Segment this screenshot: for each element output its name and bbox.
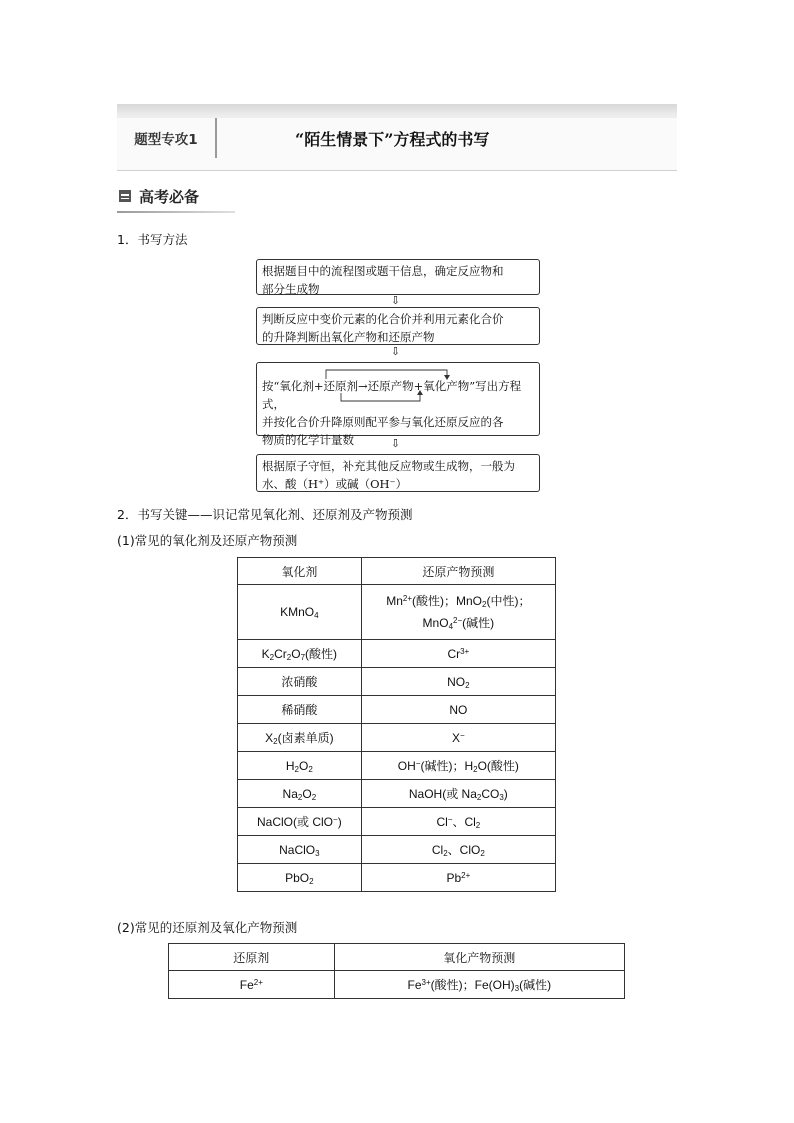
- table-row: [238, 808, 556, 836]
- table-cell: NaOH(或 $Na_2CO_3$): [361, 780, 555, 808]
- table-row: [238, 864, 556, 892]
- item1-heading: 1．书写方法: [117, 232, 188, 247]
- table-cell: OH−(碱性)；$H_2O$(酸性): [361, 752, 555, 780]
- item2-heading: 2．书写关键——识记常见氧化剂、还原剂及产物预测: [117, 507, 413, 522]
- table-cell: $Fe^{3+}$(酸性)；$Fe(OH)_3$(碱性): [334, 971, 624, 999]
- flow-arrow-2: ⇩: [391, 345, 401, 358]
- table-cell: $NO_2$: [361, 668, 555, 696]
- flow-box-3-line-1: 按“氧化剂+还原剂→还原产物+氧化产物”写出方程式，: [262, 379, 522, 411]
- flow-box-1-line-2: 部分生成物: [262, 282, 320, 296]
- sub1-heading: (1)常见的氧化剂及还原产物预测: [117, 533, 298, 548]
- table-cell: PbO$_2$: [238, 864, 362, 892]
- table-cell: $H_2O_2$: [238, 752, 362, 780]
- topic-tag: 题型专攻1: [117, 118, 217, 158]
- table-cell: $Cr^{3+}$: [361, 640, 555, 668]
- section-underline: [117, 211, 235, 213]
- table-cell: NaClO(或 ClO−): [238, 808, 362, 836]
- table-cell: $Cl_2$、ClO$_2$: [361, 836, 555, 864]
- table-cell: $K_2Cr_2O_7$(酸性): [238, 640, 362, 668]
- table-cell: 浓硝酸: [238, 668, 362, 696]
- flow-box-3-line-3: 物质的化学计量数: [262, 433, 354, 447]
- flow-box-4-line-2: 水、酸（H⁺）或碱（OH⁻）: [262, 477, 408, 491]
- table-cell: $Na_2O_2$: [238, 780, 362, 808]
- flow-box-1: [256, 259, 540, 295]
- table-header-cell: 氧化剂: [238, 558, 362, 585]
- table-cell: KMnO$_4$: [238, 585, 362, 640]
- table-row: [238, 585, 556, 640]
- table-cell: X−: [361, 724, 555, 752]
- flow-box-2-line-1: 判断反应中变价元素的化合价并利用元素化合价: [262, 312, 504, 326]
- sub2-heading: (2)常见的还原剂及氧化产物预测: [117, 920, 298, 935]
- table-cell: NaClO$_3$: [238, 836, 362, 864]
- table-row: [238, 836, 556, 864]
- table-row: [238, 780, 556, 808]
- table-cell: 稀硝酸: [238, 696, 362, 724]
- reductant-table: [168, 943, 625, 999]
- table-header-cell: 氧化产物预测: [334, 944, 624, 971]
- table-header-cell: 还原产物预测: [361, 558, 555, 585]
- flow-arrow-3: ⇩: [391, 437, 401, 450]
- oxidizer-table: [237, 557, 556, 892]
- table-row: [169, 971, 625, 999]
- table-row: [238, 696, 556, 724]
- table-cell: $Pb^{2+}$: [361, 864, 555, 892]
- table-cell: $Fe^{2+}$: [169, 971, 335, 999]
- table-row: [238, 752, 556, 780]
- flow-box-1-line-1: 根据题目中的流程图或题干信息，确定反应物和: [262, 264, 504, 278]
- table-row: [238, 668, 556, 696]
- table-header-cell: 还原剂: [169, 944, 335, 971]
- flow-box-2: [256, 307, 540, 345]
- flow-box-3-line-2: 并按化合价升降原则配平参与氧化还原反应的各: [262, 415, 504, 429]
- table-cell: $X_2$(卤素单质): [238, 724, 362, 752]
- section-heading: [117, 185, 235, 215]
- table-header-row: [169, 944, 625, 971]
- flow-box-3: [256, 362, 540, 447]
- list-icon: [119, 190, 131, 202]
- flow-box-4: [256, 454, 540, 492]
- table-header-row: [238, 558, 556, 585]
- flow-arrow-1: ⇩: [391, 294, 401, 307]
- table-row: [238, 724, 556, 752]
- flow-box-2-line-2: 的升降判断出氧化产物和还原产物: [262, 330, 435, 344]
- table-cell: Cl−、$Cl_2$: [361, 808, 555, 836]
- topic-title: “陌生情景下”方程式的书写: [295, 130, 490, 149]
- table-row: [238, 640, 556, 668]
- section-title: 高考必备: [139, 188, 200, 206]
- table-cell: NO: [361, 696, 555, 724]
- table-cell: $Mn^{2+}$(酸性)；MnO$_2$(中性)； MnO$_4^{2-}$(碱性): [361, 585, 555, 640]
- flow-box-4-line-1: 根据原子守恒，补充其他反应物或生成物，一般为: [262, 459, 515, 473]
